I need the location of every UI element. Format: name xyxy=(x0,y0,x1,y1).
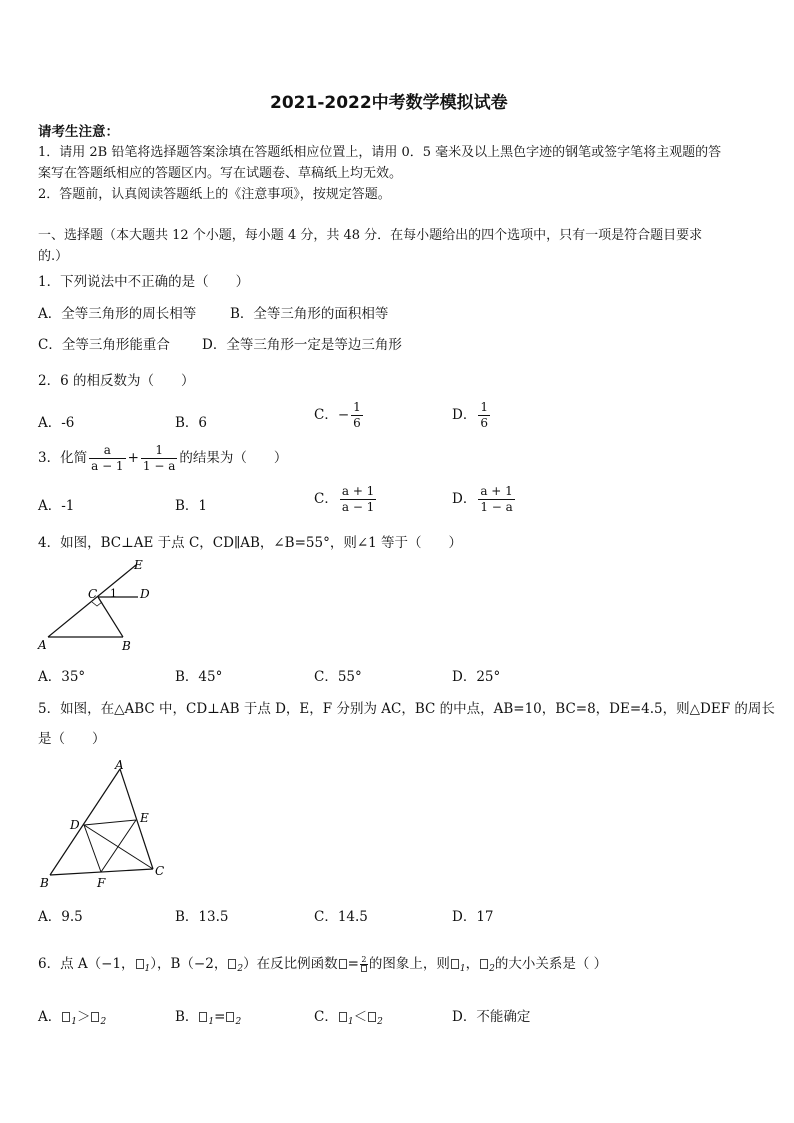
missing-glyph-icon xyxy=(451,959,459,969)
missing-glyph-icon xyxy=(339,1012,347,1022)
missing-glyph-icon xyxy=(62,1012,70,1022)
notice-line-1b: 案写在答题纸相应的答题区内。写在试题卷、草稿纸上均无效。 xyxy=(38,166,403,181)
q1-option-b: B．全等三角形的面积相等 xyxy=(230,306,389,322)
q6-option-c: C． $_1$＜ $_2$ xyxy=(314,1009,383,1027)
segment-dc xyxy=(84,825,153,869)
q3-option-b: B．1 xyxy=(175,498,208,514)
q1-option-d: D．全等三角形一定是等边三角形 xyxy=(202,337,402,353)
notice-line-2: 2．答题前，认真阅读答题纸上的《注意事项》，按规定答题。 xyxy=(38,187,391,202)
q5-option-c: C．14.5 xyxy=(314,909,368,925)
notice-heading: 请考生注意： xyxy=(38,124,119,140)
line-ae xyxy=(48,565,136,637)
q5-figure xyxy=(35,757,175,892)
q4-option-d: D．25° xyxy=(452,669,501,685)
q6-option-a: A． $_1$＞ $_2$ xyxy=(38,1009,107,1027)
section-heading: 一、选择题（本大题共 12 个小题，每小题 4 分，共 48 分．在每小题给出的四个选项中，只有一项是符合题目要求 xyxy=(38,228,703,243)
section-heading-cont: 的.） xyxy=(38,249,69,264)
missing-glyph-icon xyxy=(136,959,144,969)
line-cb xyxy=(98,597,123,637)
label-c: C xyxy=(155,864,165,878)
segment-df xyxy=(84,825,101,872)
q2-d-fraction: $\frac{1}{6}$ xyxy=(480,400,488,430)
label-e: E xyxy=(140,811,149,825)
label-f: F xyxy=(97,876,106,890)
q6-function-fraction: 2 xyxy=(360,956,368,973)
q3-fraction-1: $\frac{a}{a - 1}$ xyxy=(91,443,124,473)
label-e: E xyxy=(134,558,143,572)
q5-option-b: B．13.5 xyxy=(175,909,229,925)
page-title: 2021-2022中考数学模拟试卷 xyxy=(270,93,508,113)
q3-fraction-2: $\frac{1}{1 - a}$ xyxy=(142,443,176,473)
q3-c-fraction: $\frac{a + 1}{a - 1}$ xyxy=(341,484,375,514)
q3-option-d: D． $\frac{a + 1}{1 - a}$ xyxy=(452,484,513,514)
q2-option-d: D． $\frac{1}{6}$ xyxy=(452,400,488,430)
q1-option-a: A．全等三角形的周长相等 xyxy=(38,306,197,322)
q4-figure xyxy=(30,555,170,655)
q5-stem: 5．如图，在△ABC 中，CD⊥AB 于点 D，E，F 分别为 AC，BC 的中点，AB=10，BC=8，DE=4.5，则△DEF 的周长 xyxy=(38,701,775,717)
q5-option-a: A．9.5 xyxy=(38,909,83,925)
label-d: D xyxy=(70,818,80,832)
q5-option-d: D．17 xyxy=(452,909,494,925)
q3-d-fraction: $\frac{a + 1}{1 - a}$ xyxy=(480,484,513,514)
q2-option-b: B．6 xyxy=(175,415,208,431)
q4-option-a: A．35° xyxy=(38,669,86,685)
missing-glyph-icon xyxy=(228,959,236,969)
q4-option-b: B．45° xyxy=(175,669,223,685)
missing-glyph-icon xyxy=(199,1012,207,1022)
q4-stem: 4．如图，BC⊥AE 于点 C，CD∥AB，∠B=55°，则∠1 等于（ ） xyxy=(38,535,463,551)
q6-option-b: B． $_1$= $_2$ xyxy=(175,1009,242,1027)
notice-line-1: 1．请用 2B 铅笔将选择题答案涂填在答题纸相应位置上，请用 0．5 毫米及以上黑色字迹的钢笔或签字笔将主观题的答 xyxy=(38,145,722,160)
label-b: B xyxy=(122,639,131,653)
label-c: C xyxy=(88,587,98,601)
missing-glyph-icon xyxy=(368,1012,376,1022)
missing-glyph-icon xyxy=(91,1012,99,1022)
q2-option-c: C．− $\frac{1}{6}$ xyxy=(314,400,361,430)
missing-glyph-icon xyxy=(339,959,347,969)
missing-glyph-icon xyxy=(226,1012,234,1022)
segment-ef xyxy=(101,820,136,872)
segment-de xyxy=(84,820,136,825)
missing-glyph-icon xyxy=(361,965,367,972)
q2-stem: 2．6 的相反数为（ ） xyxy=(38,373,195,389)
q2-option-a: A．-6 xyxy=(38,415,75,431)
q3-option-c: C． $\frac{a + 1}{a - 1}$ xyxy=(314,484,375,514)
q3-stem: 3．化简 $\frac{a}{a - 1}$ + $\frac{1}{1 - a}$ 的结果为（ ） xyxy=(38,443,288,473)
missing-glyph-icon xyxy=(480,959,488,969)
q4-option-c: C．55° xyxy=(314,669,362,685)
label-b: B xyxy=(40,876,49,890)
q1-stem: 1．下列说法中不正确的是（ ） xyxy=(38,274,250,290)
q6-stem: 6．点 A（−1， $_1$），B（−2， $_2$）在反比例函数 = 2 的图象上，则 $_1$， $_2$的大小关系是（ ） xyxy=(38,955,608,974)
q2-c-fraction: $\frac{1}{6}$ xyxy=(353,400,361,430)
label-angle-1: 1 xyxy=(110,587,117,600)
q3-option-a: A．-1 xyxy=(38,498,75,514)
q5-stem-cont: 是（ ） xyxy=(38,731,106,747)
q6-option-d: D．不能确定 xyxy=(452,1009,531,1025)
right-angle-mark xyxy=(92,602,102,606)
label-a: A xyxy=(115,758,124,772)
label-a: A xyxy=(38,638,47,652)
q1-option-c: C．全等三角形能重合 xyxy=(38,337,170,353)
label-d: D xyxy=(140,587,150,601)
